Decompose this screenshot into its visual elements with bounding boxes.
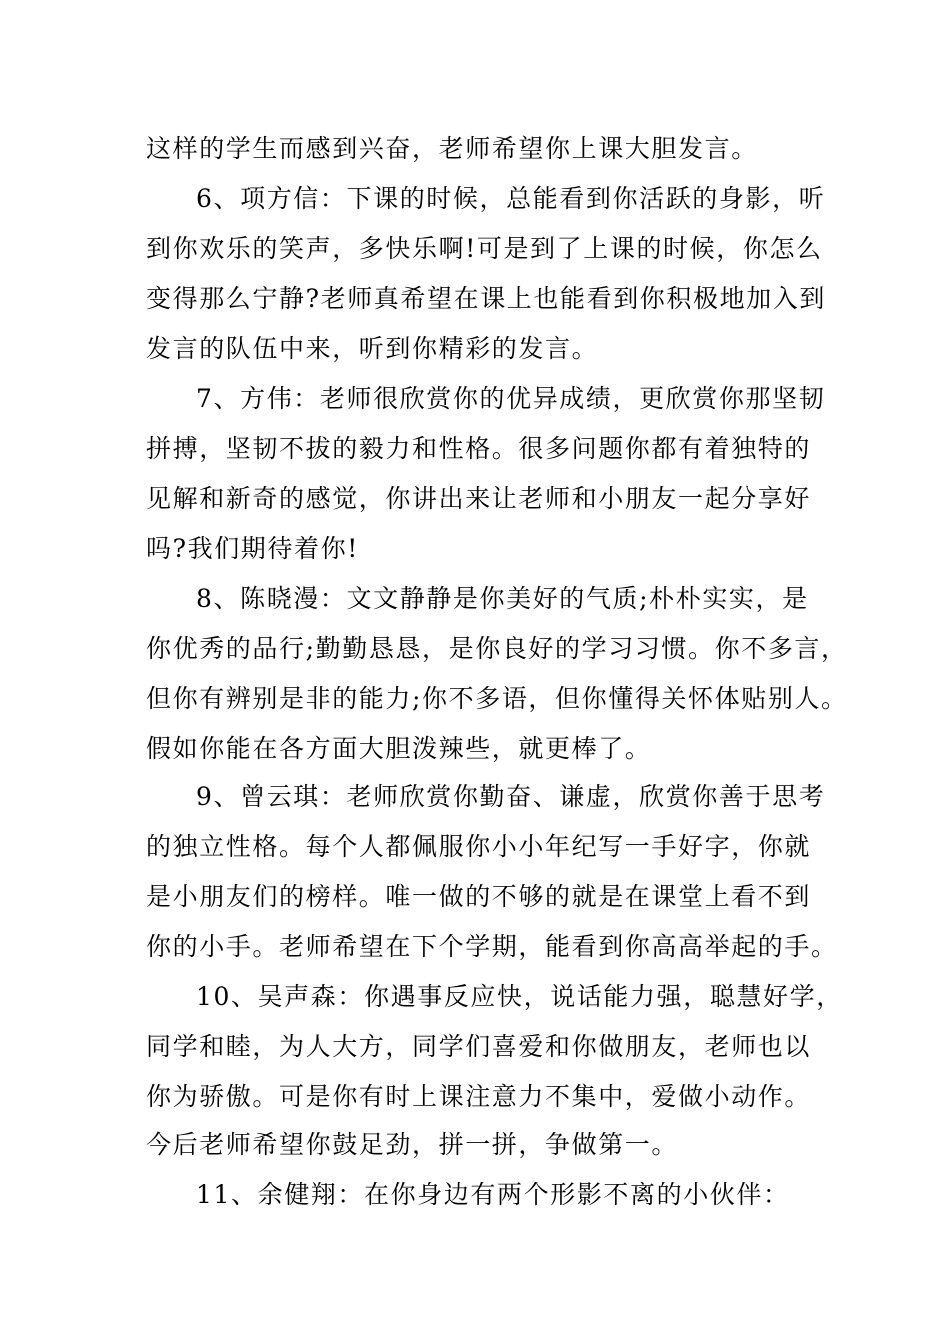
text-line: 你的小手。老师希望在下个学期，能看到你高高举起的手。 [146,932,838,961]
text-line: 你为骄傲。可是你有时上课注意力不集中，爱做小动作。 [146,1082,812,1111]
text-line: 发言的队伍中来，听到你精彩的发言。 [146,334,599,363]
text-line: 你优秀的品行;勤勤恳恳，是你良好的学习习惯。你不多言， [146,634,848,663]
paragraph-9-line-1: 9、曾云琪：老师欣赏你勤奋、谦虚，欣赏你善于思考 [196,782,826,811]
text-line: 见解和新奇的感觉，你讲出来让老师和小朋友一起分享好 [146,484,812,513]
text-line: 吗?我们期待着你! [146,534,359,563]
text-line: 今后老师希望你鼓足劲，拼一拼，争做第一。 [146,1130,679,1159]
text-line: 同学和睦，为人大方，同学们喜爱和你做朋友，老师也以 [146,1032,812,1061]
text-line: 是小朋友们的榜样。唯一做的不够的就是在课堂上看不到 [146,882,812,911]
paragraph-11-line-1: 11、余健翔：在你身边有两个形影不离的小伙伴： [196,1180,790,1209]
paragraph-6-line-1: 6、项方信：下课的时候，总能看到你活跃的身影，听 [196,184,826,213]
text-line: 的独立性格。每个人都佩服你小小年纪写一手好字，你就 [146,832,812,861]
text-line: 变得那么宁静?老师真希望在课上也能看到你积极地加入到 [146,284,827,313]
text-line: 到你欢乐的笑声，多快乐啊!可是到了上课的时候，你怎么 [146,234,823,263]
paragraph-10-line-1: 10、吴声森：你遇事反应快，说话能力强，聪慧好学， [196,982,843,1011]
paragraph-8-line-1: 8、陈晓漫：文文静静是你美好的气质;朴朴实实，是 [196,584,809,613]
text-line: 假如你能在各方面大胆泼辣些，就更棒了。 [146,734,652,763]
text-line: 但你有辨别是非的能力;你不多语，但你懂得关怀体贴别人。 [146,684,848,713]
text-line: 这样的学生而感到兴奋，老师希望你上课大胆发言。 [146,134,758,163]
paragraph-7-line-1: 7、方伟：老师很欣赏你的优异成绩，更欣赏你那坚韧 [196,384,826,413]
text-line: 拼搏，坚韧不拔的毅力和性格。很多问题你都有着独特的 [146,434,812,463]
